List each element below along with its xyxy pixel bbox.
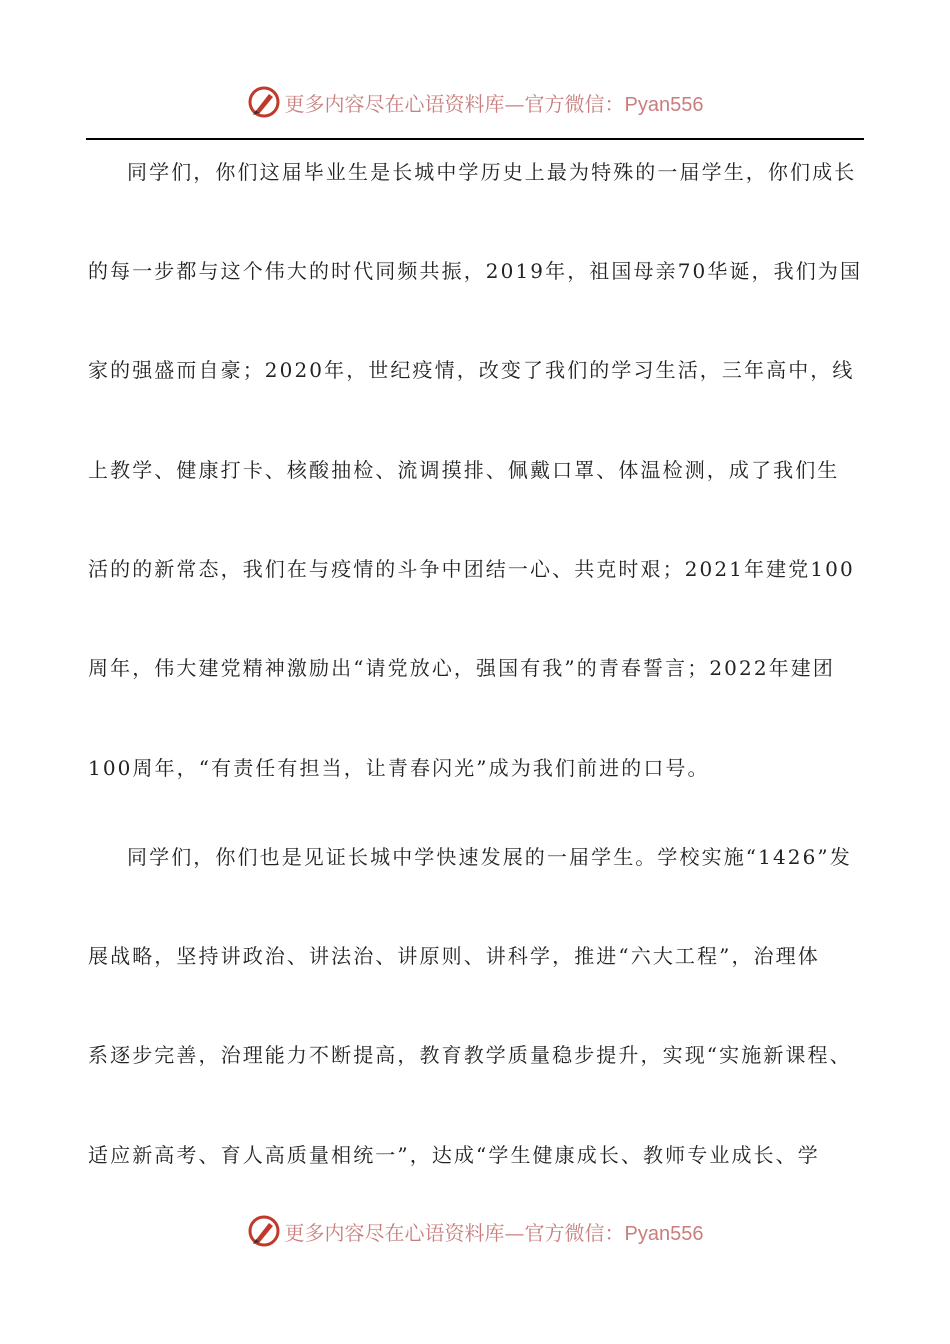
watermark-text-cn: 更多内容尽在心语资料库—官方微信： — [284, 1220, 625, 1245]
paragraph-2-line-1: 同学们，你们也是见证长城中学快速发展的一届学生。学校实施“1426”发 — [127, 845, 852, 869]
pen-logo-icon — [247, 1214, 281, 1248]
pen-logo-icon — [247, 85, 281, 119]
header-divider — [86, 138, 864, 140]
paragraph-1-line-1: 同学们，你们这届毕业生是长城中学历史上最为特殊的一届学生，你们成长 — [127, 160, 857, 184]
watermark-wechat-id: Pyan556 — [624, 1222, 704, 1245]
paragraph-2-line-3: 系逐步完善，治理能力不断提高，教育教学质量稳步提升，实现“实施新课程、 — [88, 1043, 852, 1067]
watermark-text — [285, 1217, 704, 1246]
paragraph-1-line-4: 上教学、健康打卡、核酸抽检、流调摸排、佩戴口罩、体温检测，成了我们生 — [88, 458, 840, 482]
paragraph-1-line-2: 的每一步都与这个伟大的时代同频共振，2019年，祖国母亲70华诞，我们为国 — [88, 259, 863, 283]
watermark-wechat-id: Pyan556 — [624, 93, 704, 116]
watermark-text — [285, 88, 704, 117]
paragraph-1-line-3: 家的强盛而自豪；2020年，世纪疫情，改变了我们的学习生活，三年高中，线 — [88, 358, 855, 382]
watermark-text-cn: 更多内容尽在心语资料库—官方微信： — [284, 91, 625, 116]
paragraph-1-line-7: 100周年，“有责任有担当，让青春闪光”成为我们前进的口号。 — [88, 756, 710, 780]
paragraph-2-line-4: 适应新高考、育人高质量相统一”，达成“学生健康成长、教师专业成长、学 — [88, 1143, 820, 1167]
paragraph-2-line-2: 展战略，坚持讲政治、讲法治、讲原则、讲科学，推进“六大工程”，治理体 — [88, 944, 820, 968]
paragraph-1-line-5: 活的的新常态，我们在与疫情的斗争中团结一心、共克时艰；2021年建党100 — [88, 557, 855, 581]
header-watermark — [0, 82, 950, 122]
paragraph-1-line-6: 周年，伟大建党精神激励出“请党放心，强国有我”的青春誓言；2022年建团 — [88, 656, 835, 680]
footer-watermark — [0, 1211, 950, 1251]
